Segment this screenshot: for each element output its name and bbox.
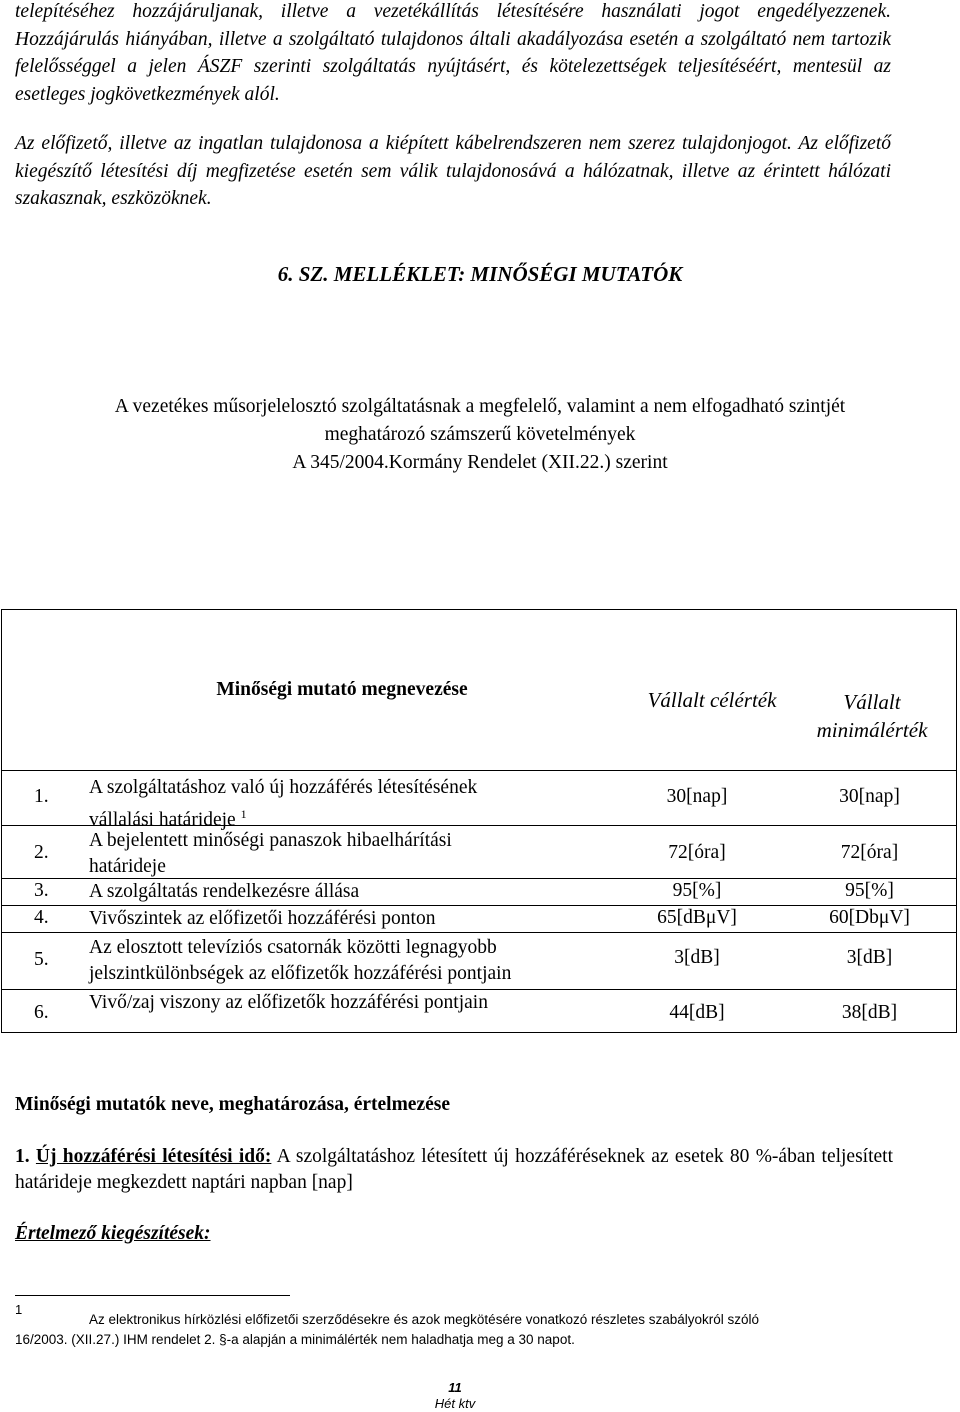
row-target: 30[nap] (666, 786, 728, 807)
row-text: Vivő/zaj viszony az előfizetők hozzáférési pontjain (89, 992, 488, 1013)
definition-1: 1. Új hozzáférési létesítési idő: A szolgáltatáshoz létesített új hozzáféréseknek az esetek 80 %-ában teljesített határideje megkezdett naptári napban [nap] (15, 1146, 894, 1193)
table-row (2, 826, 956, 879)
row-target: 44[dB] (669, 1002, 725, 1023)
row-number: 2. (34, 842, 49, 863)
row-target: 65[dBμV] (657, 907, 737, 928)
header-min: Vállalt minimálérték (816, 690, 928, 742)
footnote-line-2: 16/2003. (XII.27.) IHM rendelet 2. §-a alapján a minimálérték nem haladhatja meg a 30 napot. (15, 1332, 575, 1347)
row-min: 60[DbμV] (829, 907, 910, 928)
section-title: Minőségi mutatók neve, meghatározása, értelmezése (15, 1094, 451, 1115)
table-row (2, 879, 956, 906)
intro-line-1: A vezetékes műsorjelelosztó szolgáltatásnak a megfelelő, valamint a nem elfogadható szintjét (114, 396, 846, 417)
row-number: 1. (34, 786, 49, 807)
interpretive-notes-heading: Értelmező kiegészítések: (15, 1223, 211, 1244)
row-text: A bejelentett minőségi panaszok hibaelhárítási határideje (89, 830, 452, 877)
intro-line-2: meghatározó számszerű követelmények (324, 424, 636, 445)
page-footer: Hét ktv (434, 1396, 476, 1411)
row-target: 3[dB] (674, 947, 720, 968)
row-number: 4. (34, 907, 49, 928)
intro-block (40, 393, 920, 477)
row-text: Vivőszintek az előfizetői hozzáférési ponton (89, 908, 436, 929)
row-text: Az elosztott televíziós csatornák közötti legnagyobb jelszintkülönbségek az előfizetők hozzáférési pontjain (89, 937, 512, 984)
row-target: 95[%] (672, 880, 722, 901)
row-number: 6. (34, 1002, 49, 1023)
footnote-divider (15, 1295, 290, 1296)
row-target: 72[óra] (668, 842, 726, 863)
intro-line-3: A 345/2004.Kormány Rendelet (XII.22.) szerint (292, 452, 668, 473)
row-min: 30[nap] (839, 786, 900, 807)
row-number: 5. (34, 949, 49, 970)
quality-table (1, 609, 957, 1033)
row-text: A szolgáltatás rendelkezésre állása (89, 881, 360, 902)
row-number: 3. (34, 880, 49, 901)
table-row (2, 933, 956, 990)
footnote-line-1: Az elektronikus hírközlési előfizetői szerződésekre és azok megkötésére vonatkozó részletes szabályokról szóló (89, 1312, 760, 1327)
table-row (2, 990, 956, 1032)
table-header (2, 610, 956, 771)
header-name: Minőségi mutató megnevezése (216, 679, 468, 700)
row-min: 38[dB] (841, 1002, 898, 1023)
row-min: 3[dB] (846, 947, 893, 968)
row-min: 72[óra] (840, 842, 899, 863)
paragraph-ownership: Az előfizető, illetve az ingatlan tulajdonosa a kiépített kábelrendszeren nem szerez tulajdonjogot. Az előfizető kiegészítő létesítési díj megfizetése esetén sem válik tulajdonosává a hálózatnak, illetve az érintett hálózati szakasznak, eszközöknek. (15, 133, 891, 209)
page-number: 11 (448, 1380, 462, 1395)
row-text: A szolgáltatáshoz való új hozzáférés létesítésének vállalási határideje $^1$ (89, 777, 478, 831)
header-target: Vállalt célérték (647, 688, 777, 712)
row-min: 95[%] (845, 880, 894, 901)
paragraph-consent: telepítéséhez hozzájáruljanak, illetve a vezetékállítás létesítésére használati jogot engedélyezzenek. Hozzájárulás hiányában, illetve a szolgáltató tulajdonos általi akadályozása esetén a szolgáltató nem tartozik felelősséggel a jelen ÁSZF szerinti szolgáltatás nyújtásért, és kötelezettségek teljesítéséért, mentesül az esetleges jogkövetkezmények alól. (15, 1, 891, 105)
annex-title: 6. SZ. MELLÉKLET: MINŐSÉGI MUTATÓK (277, 262, 683, 286)
table-row (2, 771, 956, 831)
footnote-ref: 1 (240, 807, 247, 821)
table-row (2, 906, 956, 933)
footnote-number: 1 (15, 1302, 23, 1317)
